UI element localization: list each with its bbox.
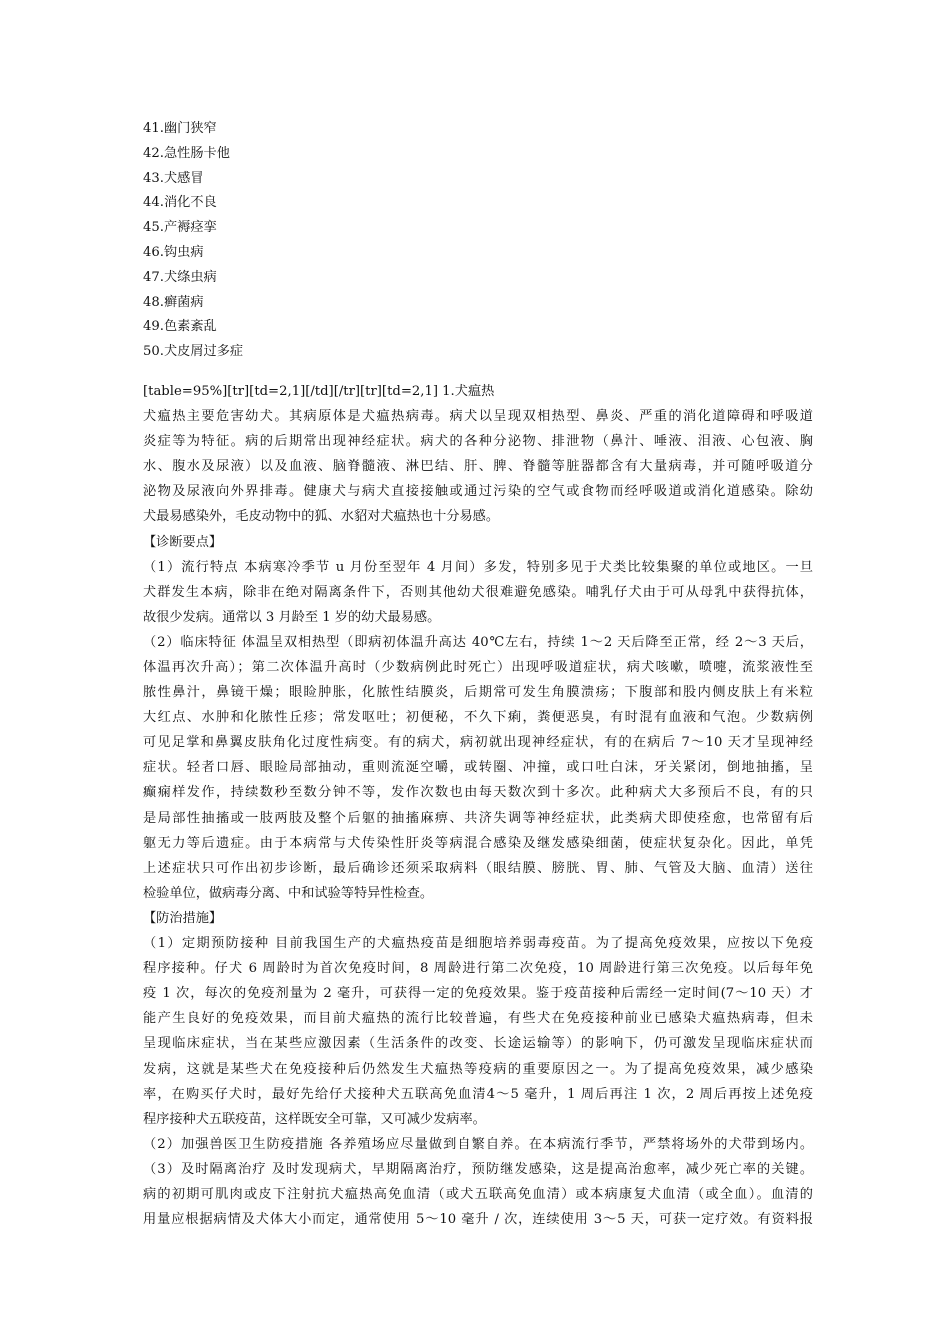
text-line: 用量应根据病情及犬体大小而定，通常使用 5～10 毫升 / 次，连续使用 3～5 天，可获一定疗效。有资料报 — [143, 1212, 813, 1228]
text-line: 癫痫样发作，持续数秒至数分钟不等，发作次数也由每天数次到十多次。此种病犬大多预后不良，有的只 — [143, 785, 813, 801]
article-body — [143, 379, 813, 1232]
text-line: 呈现临床症状，当在某些应激因素（生活条件的改变、长途运输等）的影响下，仍可激发呈现临床症状而 — [143, 1036, 813, 1052]
text-line: （2）临床特征 体温呈双相热型（即病初体温升高达 40℃左右，持续 1～2 天后降至正常，经 2～3 天后， — [143, 634, 813, 650]
text-line: 脓性鼻汁，鼻镜干燥；眼睑肿胀，化脓性结膜炎，后期常可发生角膜溃疡；下腹部和股内侧皮肤上有米粒 — [143, 685, 813, 701]
text-line: 水、腹水及尿液）以及血液、脑脊髓液、淋巴结、肝、脾、脊髓等脏器都含有大量病毒，并可随呼吸道分 — [143, 459, 813, 475]
spacer — [143, 365, 813, 379]
text-line: 犬瘟热主要危害幼犬。其病原体是犬瘟热病毒。病犬以呈现双相热型、鼻炎、严重的消化道障碍和呼吸道 — [143, 409, 813, 425]
list-item: 49.色素紊乱 — [143, 319, 217, 335]
text-line: 可见足掌和鼻翼皮肤角化过度性病变。有的病犬，病初就出现神经症状，有的在病后 7～10 天才呈现神经 — [143, 735, 813, 751]
list-item: 42.急性肠卡他 — [143, 145, 230, 161]
text-line: 炎症等为特征。病的后期常出现神经症状。病犬的各种分泌物、排泄物（鼻汁、唾液、泪液、心包液、胸 — [143, 434, 813, 450]
text-line: （1）定期预防接种 目前我国生产的犬瘟热疫苗是细胞培养弱毒疫苗。为了提高免疫效果，应按以下免疫 — [143, 936, 813, 952]
text-line: 体温再次升高）；第二次体温升高时（少数病例此时死亡）出现呼吸道症状，病犬咳嗽，喷嚏，流浆液性至 — [143, 660, 813, 675]
text-line: 故很少发病。通常以 3 月龄至 1 岁的幼犬最易感。 — [143, 609, 441, 625]
text-line: （2）加强兽医卫生防疫措施 各养殖场应尽量做到自繁自养。在本病流行季节，严禁将场外的犬带到场内。 — [143, 1136, 813, 1152]
text-line: 【防治措施】 — [143, 910, 223, 926]
list-item: 44.消化不良 — [143, 195, 217, 211]
list-item: 41.幽门狭窄 — [143, 121, 217, 136]
text-line: [table=95%][tr][td=2,1][/td][/tr][tr][td=2,1] 1.犬瘟热 — [143, 383, 495, 399]
list-item: 45.产褥痉挛 — [143, 220, 217, 236]
text-line: 发病，这就是某些犬在免疫接种后仍然发生犬瘟热等疫病的重要原因之一。为了提高免疫效果，减少感染 — [143, 1061, 813, 1077]
text-line: 犬最易感染外，毛皮动物中的狐、水貂对犬瘟热也十分易感。 — [143, 509, 500, 525]
text-line: 是局部性抽搐或一肢两肢及整个后躯的抽搐麻痹、共济失调等神经症状，此类病犬即使痊愈，也常留有后 — [143, 810, 813, 826]
text-line: 泌物及尿液向外界排毒。健康犬与病犬直接接触或通过污染的空气或食物而经呼吸道或消化道感染。除幼 — [143, 484, 813, 500]
text-line: （3）及时隔离治疗 及时发现病犬，早期隔离治疗，预防继发感染，这是提高治愈率，减少死亡率的关键。 — [143, 1161, 813, 1177]
text-line: 程序接种犬五联疫苗，这样既安全可靠，又可减少发病率。 — [143, 1111, 486, 1127]
text-line: 犬群发生本病，除非在绝对隔离条件下，否则其他幼犬很难避免感染。哺乳仔犬由于可从母乳中获得抗体， — [143, 584, 813, 600]
document-page — [143, 117, 813, 1232]
list-item: 50.犬皮屑过多症 — [143, 344, 244, 360]
text-line: 病的初期可肌肉或皮下注射抗犬瘟热高免血清（或犬五联高免血清）或本病康复犬血清（或全血）。血清的 — [143, 1186, 813, 1202]
text-line: 躯无力等后遗症。由于本病常与犬传染性肝炎等病混合感染及继发感染细菌，使症状复杂化。因此，单凭 — [143, 835, 813, 851]
text-line: 上述症状只可作出初步诊断，最后确诊还须采取病料（眼结膜、膀胱、胃、肺、气管及大脑、血清）送往 — [143, 860, 813, 876]
text-line: （1）流行特点 本病寒冷季节 u 月份至翌年 4 月间）多发，特别多见于犬类比较集聚的单位或地区。一旦 — [143, 559, 813, 575]
text-line: 【诊断要点】 — [143, 534, 223, 550]
list-item: 48.癣菌病 — [143, 294, 204, 310]
list-item: 43.犬感冒 — [143, 170, 204, 186]
text-line: 检验单位，做病毒分离、中和试验等特异性检查。 — [143, 885, 434, 901]
text-line: 症状。轻者口唇、眼睑局部抽动，重则流涎空嚼，或转圈、冲撞，或口吐白沫，牙关紧闭，倒地抽搐，呈 — [143, 760, 813, 776]
text-line: 率，在购买仔犬时，最好先给仔犬接种犬五联高免血清4～5 毫升，1 周后再注 1 次，2 周后再按上述免疫 — [143, 1086, 813, 1102]
list-item: 46.钩虫病 — [143, 244, 204, 260]
text-line: 疫 1 次，每次的免疫剂量为 2 毫升，可获得一定的免疫效果。鉴于疫苗接种后需经一定时间(7～10 天）才 — [143, 986, 813, 1002]
text-line: 能产生良好的免疫效果，而目前犬瘟热的流行比较普遍，有些犬在免疫接种前业已感染犬瘟热病毒，但未 — [143, 1011, 813, 1027]
disease-list — [143, 117, 813, 365]
text-line: 程序接种。仔犬 6 周龄时为首次免疫时间，8 周龄进行第二次免疫，10 周龄进行第三次免疫。以后每年免 — [143, 961, 813, 977]
text-line: 大红点、水肿和化脓性丘疹；常发呕吐；初便秘，不久下痢，粪便恶臭，有时混有血液和气泡。少数病例 — [143, 710, 813, 726]
list-item: 47.犬绦虫病 — [143, 269, 217, 285]
